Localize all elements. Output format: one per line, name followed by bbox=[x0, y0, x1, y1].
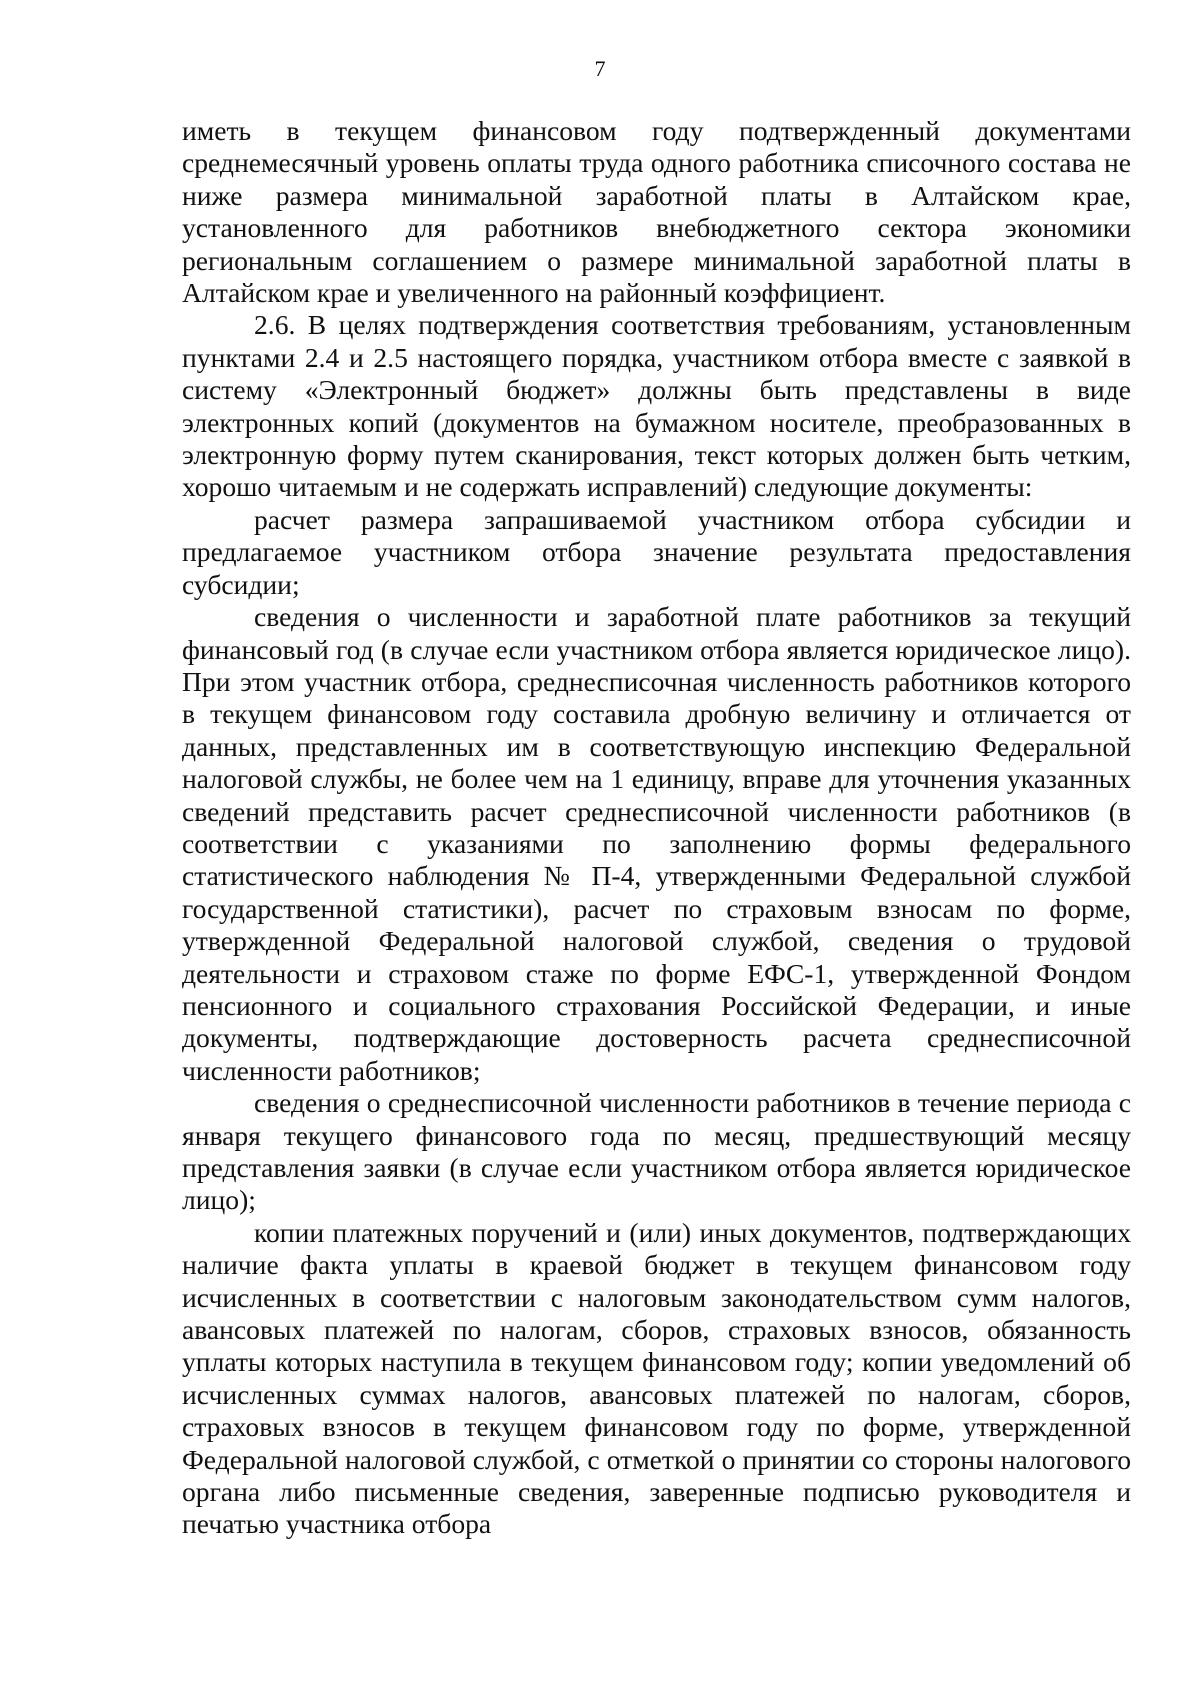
paragraph-subsidy-calculation: расчет размера запрашиваемой участником отбора субсидии и предлагаемое участником отбора значение результата предоставления субсидии; bbox=[182, 503, 1131, 600]
document-body bbox=[182, 115, 1131, 1541]
paragraph-clause-2-6: 2.6. В целях подтверждения соответствия требованиям, установленным пунктами 2.4 и 2.5 настоящего порядка, участником отбора вместе с заявкой в систему «Электронный бюджет» должны быть представлены в виде электронных копий (документов на бумажном носителе, преобразованных в электронную форму путем сканирования, текст которых должен быть четким, хорошо читаемым и не содержать исправлений) следующие документы: bbox=[182, 309, 1131, 503]
paragraph-payment-copies: копии платежных поручений и (или) иных документов, подтверждающих наличие факта уплаты в краевой бюджет в текущем финансовом году исчисленных в соответствии с налоговым законодательством сумм налогов, авансовых платежей по налогам, сборов, страховых взносов, обязанность уплаты которых наступила в текущем финансовом году; копии уведомлений об исчисленных суммах налогов, авансовых платежей по налогам, сборов, страховых взносов в текущем финансовом году по форме, утвержденной Федеральной налоговой службой, с отметкой о принятии со стороны налогового органа либо письменные сведения, заверенные подписью руководителя и печатью участника отбора bbox=[182, 1216, 1131, 1540]
paragraph-employee-data: сведения о численности и заработной плате работников за текущий финансовый год (в случае если участником отбора является юридическое лицо). При этом участник отбора, среднесписочная численность работников которого в текущем финансовом году составила дробную величину и отличается от данных, представленных им в соответствующую инспекцию Федеральной налоговой службы, не более чем на 1 единицу, вправе для уточнения указанных сведений представить расчет среднесписочной численности работников (в соответствии с указаниями по заполнению формы федерального статистического наблюдения № П-4, утвержденными Федеральной службой государственной статистики), расчет по страховым взносам по форме, утвержденной Федеральной налоговой службой, сведения о трудовой деятельности и страховом стаже по форме ЕФС-1, утвержденной Фондом пенсионного и социального страхования Российской Федерации, и иные документы, подтверждающие достоверность расчета среднесписочной численности работников; bbox=[182, 601, 1131, 1086]
paragraph-continuation: иметь в текущем финансовом году подтвержденный документами среднемесячный уровень оплаты труда одного работника списочного состава не ниже размера минимальной заработной платы в Алтайском крае, установленного для работников внебюджетного сектора экономики региональным соглашением о размере минимальной заработной платы в Алтайском крае и увеличенного на районный коэффициент. bbox=[182, 115, 1131, 309]
paragraph-average-headcount: сведения о среднесписочной численности работников в течение периода с января текущего финансового года по месяц, предшествующий месяцу представления заявки (в случае если участником отбора является юридическое лицо); bbox=[182, 1087, 1131, 1216]
page-number: 7 bbox=[594, 56, 606, 81]
